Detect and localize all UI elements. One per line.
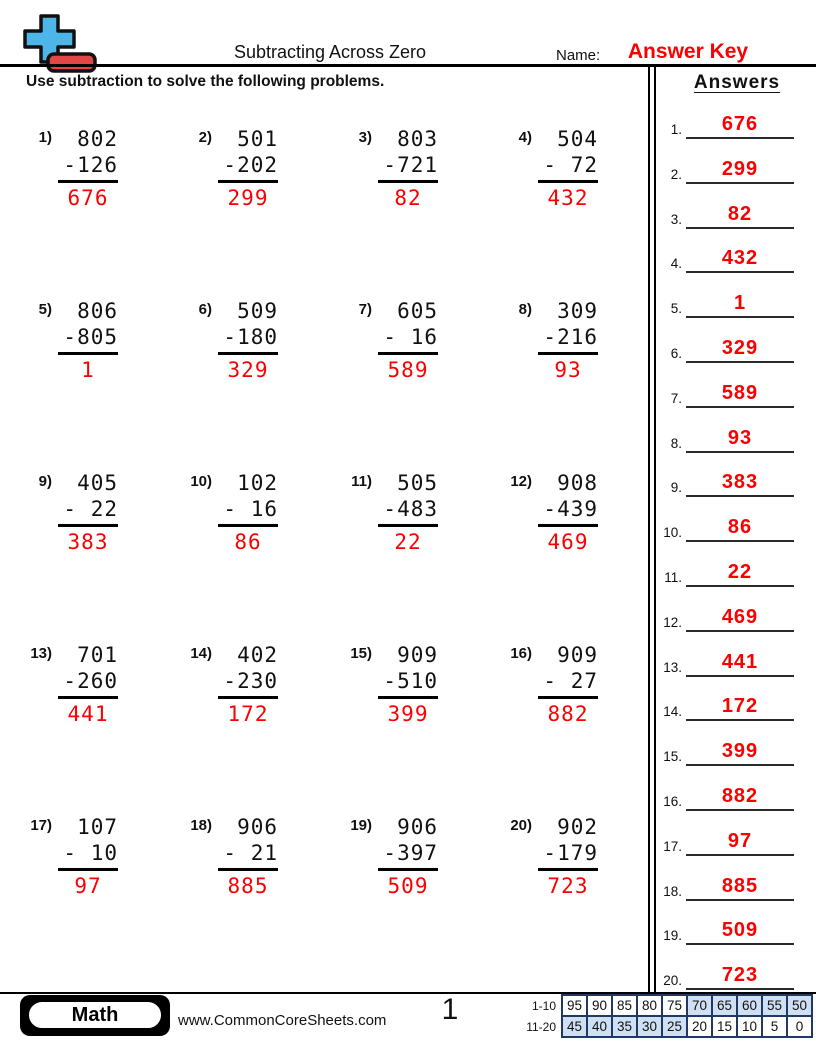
answer-value: 469 — [721, 605, 759, 628]
problem — [498, 470, 608, 555]
score-cell: 85 — [612, 995, 637, 1016]
problem — [178, 126, 288, 211]
answer-line — [686, 899, 794, 901]
subtrahend: -179 — [543, 841, 598, 865]
problem-column — [218, 298, 278, 383]
problem-column — [58, 642, 118, 727]
equals-line — [218, 524, 278, 527]
answer-number: 13. — [663, 659, 682, 675]
equals-line — [538, 352, 598, 355]
brand-bar — [20, 995, 170, 1036]
problem-number: 11) — [351, 473, 372, 490]
minuend: 906 — [383, 815, 438, 839]
problem-answer: 172 — [227, 702, 269, 726]
problem-answer: 93 — [554, 358, 582, 382]
answer-number: 9. — [670, 480, 682, 496]
problem-answer: 432 — [547, 186, 589, 210]
answer-value: 22 — [727, 561, 753, 583]
problem-answer: 399 — [387, 702, 429, 726]
problem-answer: 723 — [547, 874, 589, 898]
answer-line — [686, 406, 794, 408]
problem-answer: 885 — [227, 874, 269, 898]
answer-item — [656, 643, 808, 677]
answer-number: 18. — [663, 883, 682, 899]
minuend: 102 — [223, 471, 278, 495]
answer-line — [686, 675, 794, 677]
score-cell: 45 — [562, 1016, 587, 1037]
answer-item — [656, 598, 808, 632]
subtrahend: - 16 — [223, 497, 278, 521]
problem-answer: 441 — [67, 702, 109, 726]
answer-value: 86 — [727, 516, 753, 539]
answer-number: 8. — [670, 435, 682, 451]
answer-item — [656, 956, 808, 990]
answer-value: 885 — [721, 874, 759, 897]
page-title: Subtracting Across Zero — [233, 42, 427, 62]
instruction-text: Use subtraction to solve the following problems. — [26, 73, 385, 90]
equals-line — [58, 180, 118, 183]
minus-icon — [48, 54, 95, 71]
score-cell: 35 — [612, 1016, 637, 1037]
answer-line — [686, 540, 794, 542]
subtrahend: -510 — [383, 669, 438, 693]
problem-answer: 469 — [547, 530, 589, 554]
answer-value: 93 — [727, 426, 753, 449]
subtrahend: -483 — [383, 497, 438, 521]
answer-number: 15. — [663, 749, 682, 765]
answer-item — [656, 553, 808, 587]
problem — [498, 642, 608, 727]
score-cell: 55 — [762, 995, 787, 1016]
problem-number: 17) — [30, 817, 52, 834]
problem-number: 8) — [518, 301, 532, 318]
answer-number: 10. — [663, 525, 682, 541]
answer-number: 1. — [670, 122, 682, 137]
problem — [18, 298, 128, 383]
problem-answer: 676 — [67, 186, 109, 210]
problem-answer: 589 — [387, 358, 429, 382]
answer-line — [686, 361, 794, 363]
minuend: 402 — [223, 643, 278, 667]
problem-column — [218, 814, 278, 899]
score-cell: 70 — [687, 995, 712, 1016]
problem-column — [538, 126, 598, 211]
answer-value: 441 — [721, 650, 759, 673]
problem-number: 13) — [30, 645, 52, 662]
problem — [338, 470, 448, 555]
answer-item — [656, 867, 808, 901]
answer-number: 19. — [663, 928, 682, 944]
equals-line — [218, 352, 278, 355]
score-cell: 65 — [712, 995, 737, 1016]
problem-column — [58, 814, 118, 899]
sidebar-separator — [648, 67, 656, 993]
problem — [178, 814, 288, 899]
subtrahend: -439 — [543, 497, 598, 521]
minuend: 806 — [63, 299, 118, 323]
minuend: 405 — [63, 471, 118, 495]
problem-number: 10) — [190, 473, 212, 490]
equals-line — [378, 868, 438, 871]
answer-item — [656, 419, 808, 453]
score-row — [526, 995, 812, 1016]
score-row-label: 11-20 — [526, 1019, 556, 1034]
subtrahend: - 16 — [383, 325, 438, 349]
answer-value: 172 — [721, 695, 759, 718]
problem-number: 1) — [38, 129, 52, 146]
answer-value: 676 — [721, 113, 759, 135]
problem-answer: 86 — [234, 530, 262, 554]
answer-item — [656, 822, 808, 856]
equals-line — [538, 696, 598, 699]
header-divider — [0, 64, 816, 67]
problem-answer: 299 — [227, 186, 269, 210]
answer-line — [686, 495, 794, 497]
answer-number: 6. — [670, 346, 682, 361]
minuend: 701 — [63, 643, 118, 667]
problem-column — [538, 298, 598, 383]
minuend: 605 — [383, 299, 438, 323]
answer-value: 589 — [721, 381, 759, 404]
subtrahend: -216 — [543, 325, 598, 349]
answer-line — [686, 988, 794, 990]
problem-column — [378, 126, 438, 211]
score-cell: 40 — [587, 1016, 612, 1037]
problem — [178, 298, 288, 383]
answer-line — [686, 182, 794, 184]
answer-number: 4. — [670, 256, 682, 272]
answer-item — [656, 463, 808, 497]
score-table — [526, 994, 813, 1038]
website-url: www.CommonCoreSheets.com — [178, 1012, 387, 1029]
score-cell: 20 — [687, 1016, 712, 1037]
answer-item — [656, 329, 808, 363]
problem — [338, 642, 448, 727]
answer-number: 2. — [670, 166, 682, 182]
equals-line — [378, 524, 438, 527]
problem — [498, 126, 608, 211]
problem-number: 20) — [510, 817, 532, 834]
answer-number: 20. — [663, 973, 682, 989]
subtrahend: -230 — [223, 669, 278, 693]
answer-item — [656, 105, 808, 139]
answer-line — [686, 271, 794, 273]
problem-column — [218, 642, 278, 727]
answer-item — [656, 508, 808, 542]
minuend: 505 — [383, 471, 438, 495]
problem — [18, 126, 128, 211]
subtrahend: -260 — [63, 669, 118, 693]
problem-column — [58, 298, 118, 383]
answer-value: 299 — [721, 157, 759, 180]
problem-column — [538, 642, 598, 727]
equals-line — [538, 180, 598, 183]
score-cell: 25 — [662, 1016, 687, 1037]
answer-item — [656, 150, 808, 184]
answer-item — [656, 911, 808, 945]
problem-answer: 82 — [394, 186, 422, 210]
answer-item — [656, 374, 808, 408]
score-cell: 10 — [737, 1016, 762, 1037]
answer-line — [686, 137, 794, 139]
subtrahend: - 21 — [223, 841, 278, 865]
answer-number: 17. — [663, 838, 682, 854]
problem-column — [218, 126, 278, 211]
equals-line — [58, 352, 118, 355]
minuend: 509 — [223, 299, 278, 323]
minuend: 504 — [543, 127, 598, 151]
answer-item — [656, 195, 808, 229]
equals-line — [378, 352, 438, 355]
answer-item — [656, 239, 808, 273]
problem — [178, 470, 288, 555]
problem-column — [538, 470, 598, 555]
subtrahend: -397 — [383, 841, 438, 865]
subtrahend: -180 — [223, 325, 278, 349]
problem-column — [378, 298, 438, 383]
subtrahend: - 10 — [63, 841, 118, 865]
problem — [338, 126, 448, 211]
answer-line — [686, 764, 794, 766]
equals-line — [58, 696, 118, 699]
answer-item — [656, 687, 808, 721]
answer-line — [686, 943, 794, 945]
answer-value: 82 — [727, 202, 753, 225]
problem-column — [378, 470, 438, 555]
problem — [18, 470, 128, 555]
answer-line — [686, 227, 794, 229]
score-row — [526, 1016, 812, 1037]
equals-line — [378, 696, 438, 699]
equals-line — [218, 868, 278, 871]
answer-value: 383 — [721, 471, 759, 494]
problem-column — [378, 642, 438, 727]
equals-line — [538, 524, 598, 527]
plus-minus-logo-icon — [18, 12, 100, 78]
problem-answer: 882 — [547, 702, 589, 726]
equals-line — [58, 524, 118, 527]
problem — [18, 814, 128, 899]
subtrahend: - 27 — [543, 669, 598, 693]
score-cell: 90 — [587, 995, 612, 1016]
score-cell: 5 — [762, 1016, 787, 1037]
answer-line — [686, 719, 794, 721]
problem-number: 9) — [38, 473, 52, 490]
subject-badge: Math — [26, 999, 164, 1031]
answer-value: 97 — [727, 829, 753, 852]
problem — [498, 814, 608, 899]
answer-number: 7. — [670, 390, 682, 406]
answers-heading: Answers — [693, 72, 781, 93]
problem-number: 4) — [518, 129, 532, 146]
answer-item — [656, 284, 808, 318]
equals-line — [58, 868, 118, 871]
problem-number: 6) — [198, 301, 212, 318]
problem-number: 19) — [350, 817, 372, 834]
problem-number: 5) — [38, 301, 52, 318]
answer-value: 723 — [721, 964, 759, 987]
answer-item — [656, 732, 808, 766]
problem-number: 18) — [190, 817, 212, 834]
problem-answer: 97 — [74, 874, 102, 898]
problem-column — [218, 470, 278, 555]
minuend: 908 — [543, 471, 598, 495]
score-cell: 95 — [562, 995, 587, 1016]
score-cell: 50 — [787, 995, 812, 1016]
problem-number: 2) — [198, 129, 212, 146]
answer-value: 329 — [721, 337, 759, 359]
answer-key-label: Answer Key — [627, 40, 749, 63]
page-number: 1 — [441, 993, 459, 1026]
subtrahend: -126 — [63, 153, 118, 177]
score-row-label: 1-10 — [531, 998, 556, 1013]
problem-number: 15) — [350, 645, 372, 662]
minuend: 107 — [63, 815, 118, 839]
score-cell: 15 — [712, 1016, 737, 1037]
equals-line — [538, 868, 598, 871]
score-cell: 75 — [662, 995, 687, 1016]
problem — [338, 298, 448, 383]
score-cell: 0 — [787, 1016, 812, 1037]
problem-answer: 1 — [81, 358, 95, 382]
answer-number: 12. — [663, 614, 682, 630]
minuend: 909 — [543, 643, 598, 667]
minuend: 803 — [383, 127, 438, 151]
answer-line — [686, 630, 794, 632]
answer-number: 16. — [663, 794, 682, 809]
problem-number: 3) — [358, 129, 372, 146]
problem — [338, 814, 448, 899]
minuend: 501 — [223, 127, 278, 151]
problem — [498, 298, 608, 383]
problem-number: 12) — [510, 473, 532, 490]
answer-number: 11. — [664, 570, 682, 585]
name-label: Name: — [556, 47, 601, 64]
subtrahend: - 72 — [543, 153, 598, 177]
minuend: 906 — [223, 815, 278, 839]
subtrahend: - 22 — [63, 497, 118, 521]
answer-number: 3. — [670, 211, 682, 227]
score-cell: 30 — [637, 1016, 662, 1037]
equals-line — [218, 696, 278, 699]
problem-column — [58, 126, 118, 211]
answer-line — [686, 316, 794, 318]
problem-column — [378, 814, 438, 899]
score-cell: 60 — [737, 995, 762, 1016]
equals-line — [218, 180, 278, 183]
problem-column — [58, 470, 118, 555]
answer-number: 14. — [663, 704, 682, 720]
problem-column — [538, 814, 598, 899]
answer-value: 399 — [721, 740, 759, 763]
answer-line — [686, 585, 794, 587]
answer-line — [686, 451, 794, 453]
problem-number: 7) — [358, 301, 372, 318]
subtrahend: -202 — [223, 153, 278, 177]
answer-value: 432 — [721, 247, 759, 270]
problem-number: 14) — [190, 645, 212, 662]
problem-answer: 509 — [387, 874, 429, 898]
minuend: 802 — [63, 127, 118, 151]
answer-line — [686, 809, 794, 811]
subtrahend: -805 — [63, 325, 118, 349]
answer-item — [656, 777, 808, 811]
minuend: 309 — [543, 299, 598, 323]
problem — [178, 642, 288, 727]
answer-value: 1 — [733, 292, 747, 315]
minuend: 902 — [543, 815, 598, 839]
subtrahend: -721 — [383, 153, 438, 177]
equals-line — [378, 180, 438, 183]
answer-line — [686, 854, 794, 856]
problem-answer: 22 — [394, 530, 422, 554]
minuend: 909 — [383, 643, 438, 667]
answer-value: 882 — [721, 785, 759, 807]
problem-answer: 329 — [227, 358, 269, 382]
problem-answer: 383 — [67, 530, 109, 554]
answer-value: 509 — [721, 919, 759, 942]
problem-number: 16) — [510, 645, 532, 662]
problem — [18, 642, 128, 727]
score-cell: 80 — [637, 995, 662, 1016]
answer-number: 5. — [670, 301, 682, 317]
